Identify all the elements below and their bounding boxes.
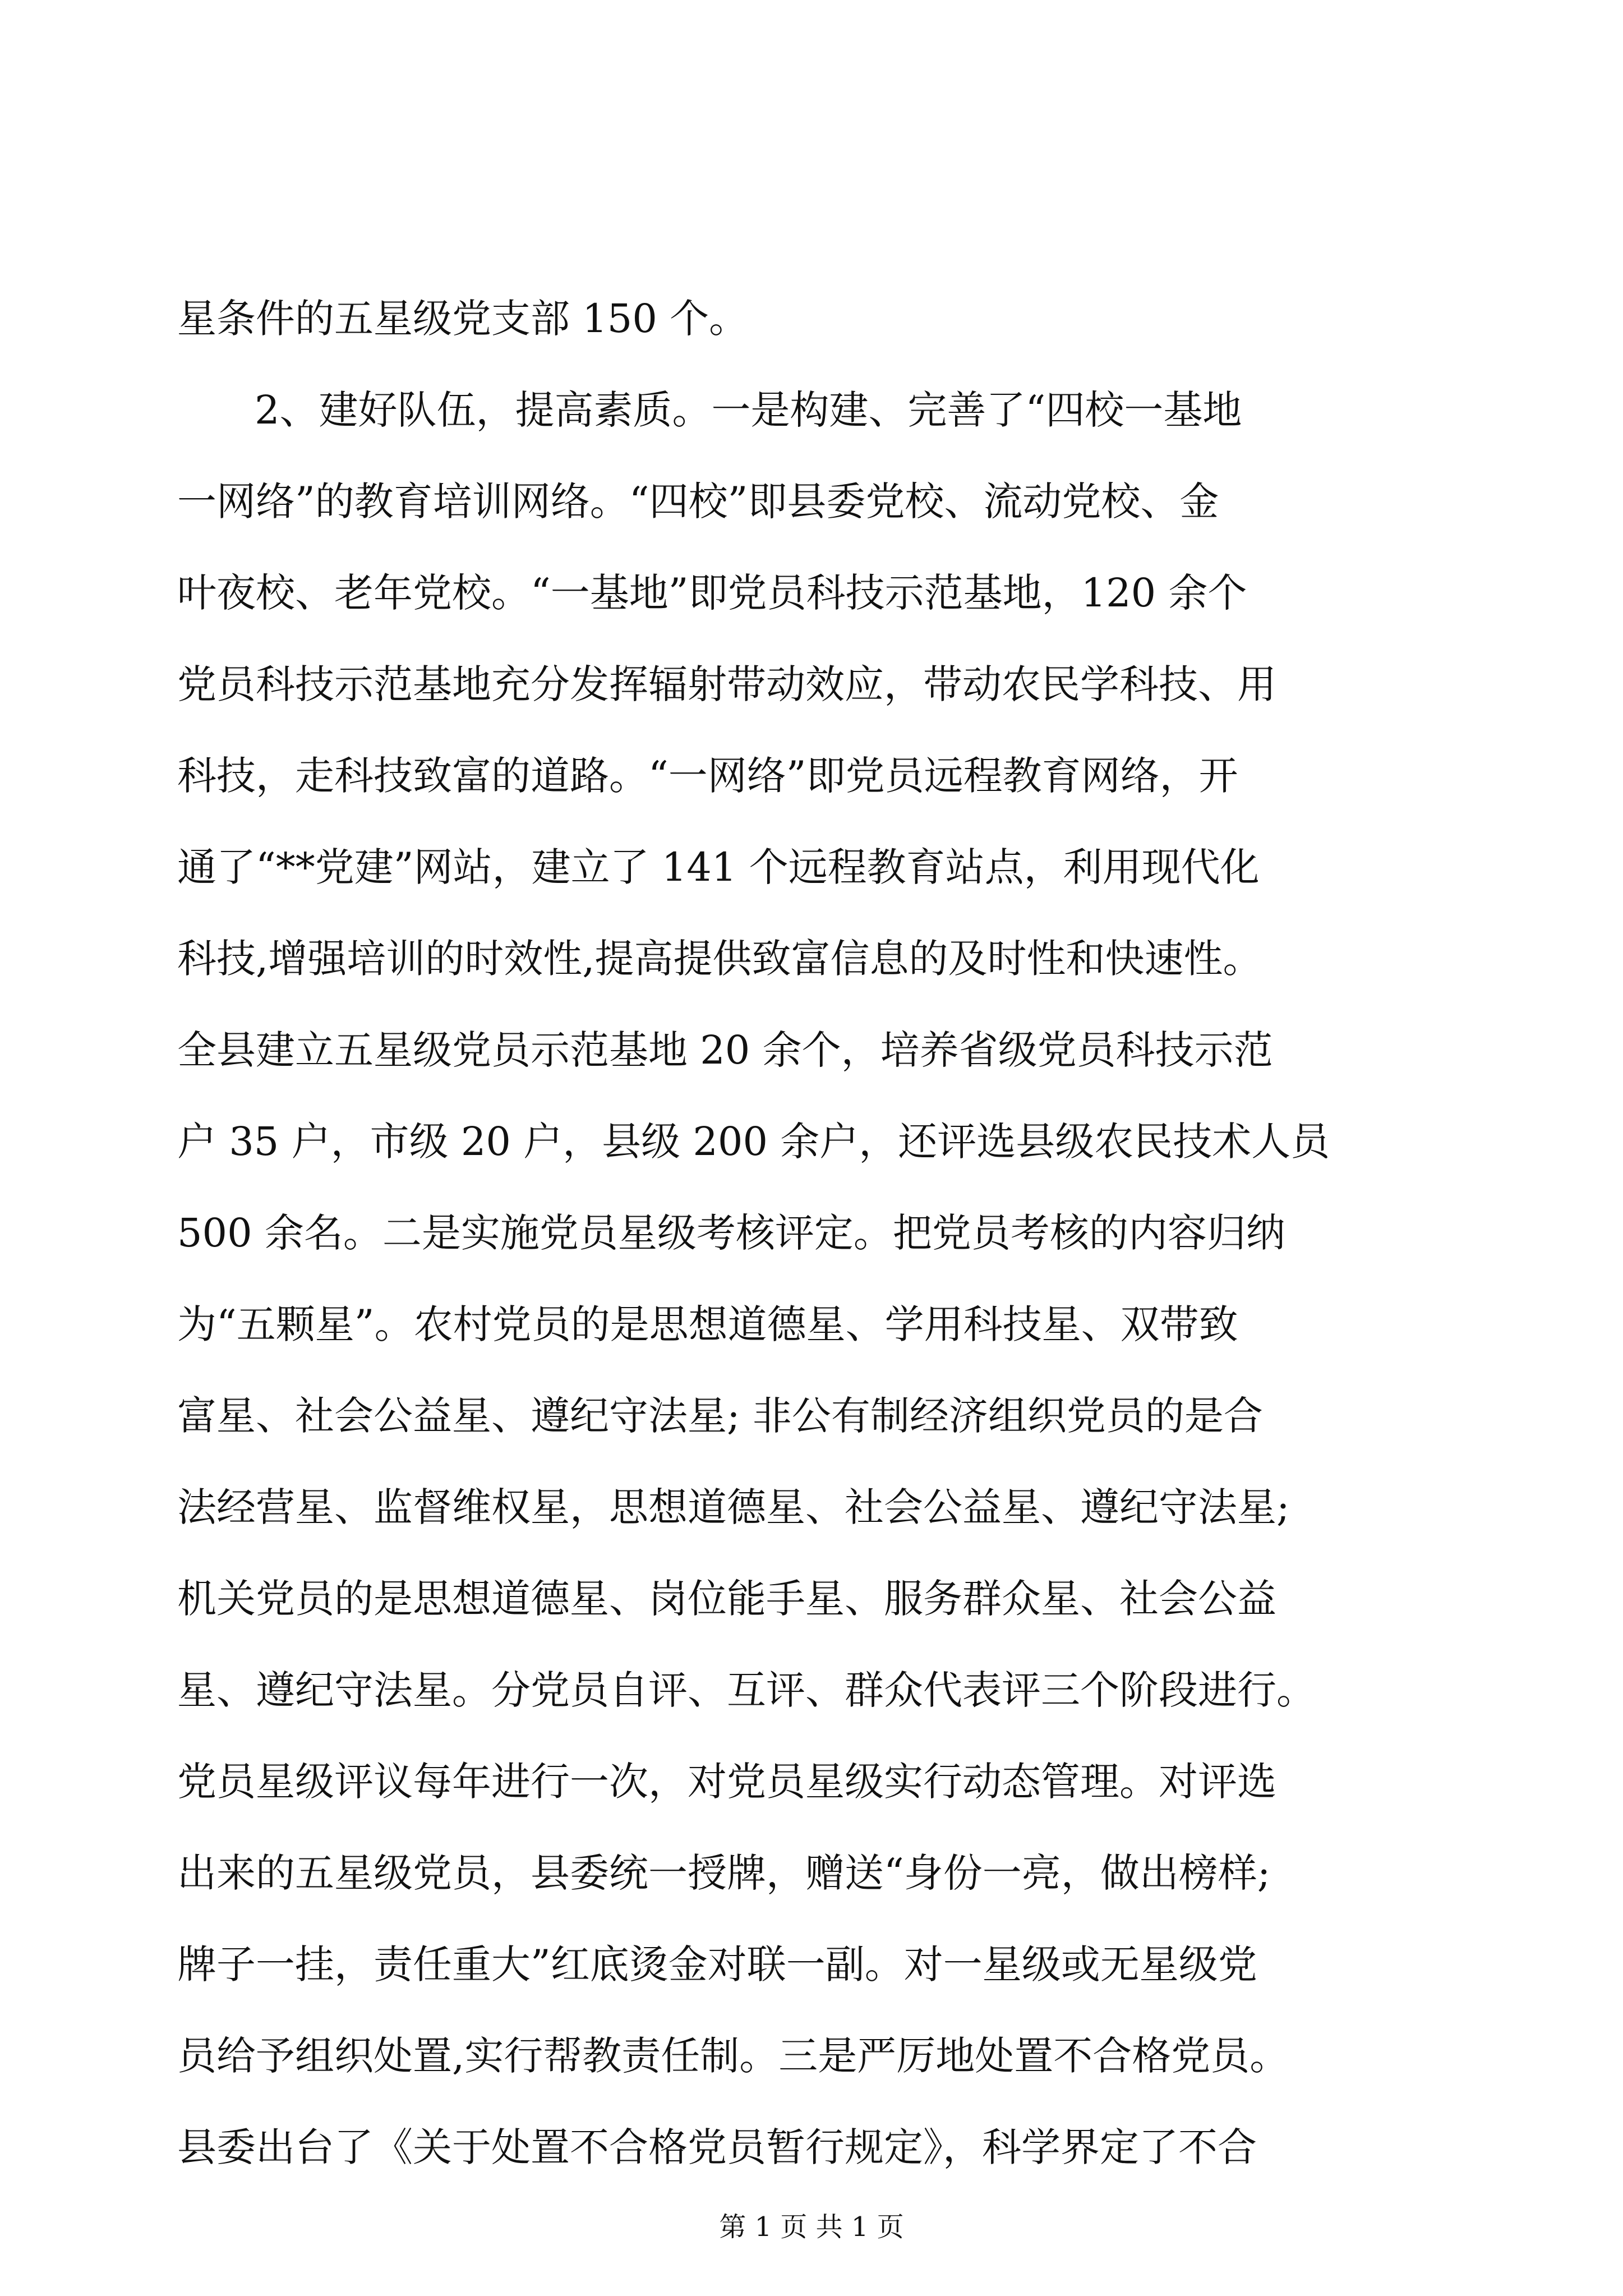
- body-text-line: 员给予组织处置,实行帮教责任制。三是严厉地处置不合格党员。: [177, 2033, 1289, 2079]
- body-text-line: 全县建立五星级党员示范基地 20 余个，培养省级党员科技示范: [177, 1027, 1273, 1073]
- body-text-line: 科技，走科技致富的道路。“一网络”即党员远程教育网络，开: [177, 753, 1238, 799]
- body-text-line: 党员星级评议每年进行一次，对党员星级实行动态管理。对评选: [177, 1759, 1276, 1805]
- body-text-line: 500 余名。二是实施党员星级考核评定。把党员考核的内容归纳: [177, 1210, 1285, 1256]
- body-text-line: 富星、社会公益星、遵纪守法星; 非公有制经济组织党员的是合: [177, 1393, 1263, 1439]
- body-text-line: 星、遵纪守法星。分党员自评、互评、群众代表评三个阶段进行。: [177, 1667, 1316, 1713]
- body-text-line: 牌子一挂，责任重大”红底烫金对联一副。对一星级或无星级党: [177, 1941, 1257, 1987]
- body-text-line: 科技,增强培训的时效性,提高提供致富信息的及时性和快速性。: [177, 936, 1262, 982]
- body-text-line: 出来的五星级党员，县委统一授牌，赠送“身份一亮，做出榜样;: [177, 1850, 1271, 1896]
- body-text-line: 党员科技示范基地充分发挥辐射带动效应，带动农民学科技、用: [177, 661, 1276, 707]
- body-text-line: 通了“**党建”网站，建立了 141 个远程教育站点，利用现代化: [177, 844, 1260, 890]
- body-text-line: 叶夜校、老年党校。“一基地”即党员科技示范基地，120 余个: [177, 570, 1247, 616]
- body-text-line: 星条件的五星级党支部 150 个。: [177, 296, 749, 342]
- body-text-line: 为“五颗星”。农村党员的是思想道德星、学用科技星、双带致: [177, 1301, 1238, 1347]
- body-text-line: 法经营星、监督维权星，思想道德星、社会公益星、遵纪守法星;: [177, 1484, 1290, 1530]
- body-text-line: 机关党员的是思想道德星、岗位能手星、服务群众星、社会公益: [177, 1576, 1276, 1622]
- paragraph-first-line: 2、建好队伍，提高素质。一是构建、完善了“四校一基地: [255, 387, 1242, 433]
- page-footer: 第 1 页 共 1 页: [719, 2211, 904, 2243]
- body-text-line: 县委出台了《关于处置不合格党员暂行规定》，科学界定了不合: [177, 2124, 1257, 2170]
- body-text-line: 一网络”的教育培训网络。“四校”即县委党校、流动党校、金: [177, 478, 1219, 524]
- body-text-line: 户 35 户，市级 20 户，县级 200 余户，还评选县级农民技术人员: [177, 1119, 1330, 1165]
